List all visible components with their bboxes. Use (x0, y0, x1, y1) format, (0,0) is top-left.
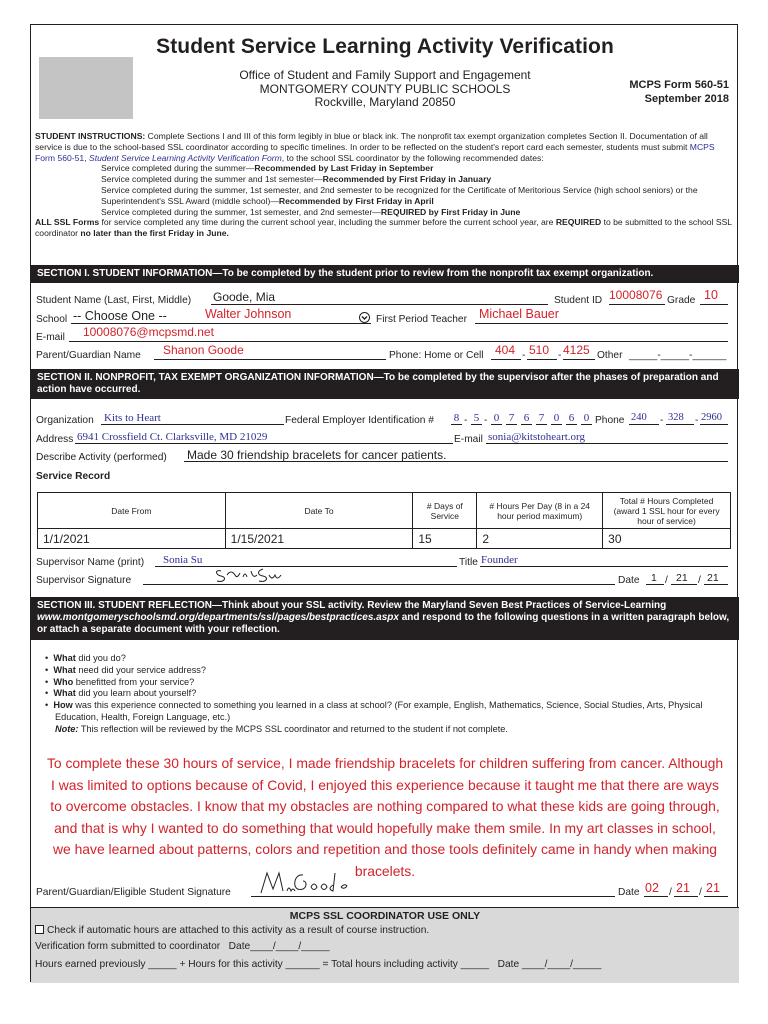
table-cell-date-to[interactable]: 1/15/2021 (225, 529, 413, 549)
school-select[interactable] (71, 307, 371, 324)
student-signature-row (31, 883, 739, 901)
supervisor-signature-field[interactable] (143, 573, 615, 585)
student-date-month[interactable] (644, 881, 668, 897)
student-date-day[interactable] (674, 881, 698, 897)
supervisor-date-year-value: 21 (707, 572, 719, 584)
instruction-item-deadline: Recommended by First Friday in April (278, 195, 434, 206)
table-cell-days[interactable]: 15 (413, 529, 477, 549)
phone-line-field[interactable] (563, 343, 595, 360)
phone-dash: - (660, 415, 664, 426)
hours-previous-field[interactable]: _____ (148, 958, 177, 970)
form-page (30, 24, 738, 982)
office-line-1: Office of Student and Family Support and Engagement (239, 68, 531, 82)
table-cell-date-from[interactable]: 1/1/2021 (38, 529, 226, 549)
student-id-value: 10008076 (609, 288, 663, 302)
verification-date-field[interactable]: ____/____/_____ (250, 941, 330, 952)
question-keyword: What (53, 653, 76, 663)
total-hours-field[interactable]: _____ (460, 958, 490, 970)
table-row (38, 529, 731, 549)
question-text: did you learn about yourself? (75, 688, 197, 699)
instructions-paragraph (35, 131, 735, 163)
instruction-item-deadline: Recommended by First Friday in January (322, 174, 492, 185)
organization-row (31, 413, 739, 429)
other-phone-label: Other (597, 350, 623, 361)
date-slash: / (699, 887, 702, 898)
all-forms-text: for service completed any time during the current school year, including the summer before the current school year, are (99, 217, 556, 228)
organization-field[interactable] (101, 413, 284, 425)
hours-activity-label: + Hours for this activity (179, 958, 283, 970)
phone-prefix-field[interactable] (527, 343, 557, 360)
guardian-row (31, 343, 739, 364)
instruction-item-text: Service completed during the summer, 1st semester, and 2nd semester to be recognized for the Certificate of Meritorious Service (high school seniors) or the Superintendent's SSL Award (middle school)— (101, 184, 698, 206)
automatic-hours-row (31, 924, 739, 938)
form-title: Student Service Learning Activity Verification (156, 35, 614, 58)
student-name-value: Goode, Mia (213, 290, 276, 304)
organization-value: Kits to Heart (104, 412, 161, 424)
table-cell-hours-per-day[interactable]: 2 (477, 529, 603, 549)
coordinator-date-field[interactable]: ____/____/_____ (521, 958, 602, 970)
instruction-item (35, 174, 735, 185)
school-select-value: -- Choose One -- (73, 309, 167, 323)
grade-field[interactable] (700, 288, 728, 305)
date-slash: / (665, 575, 668, 586)
instruction-item (35, 207, 735, 218)
fein-digit: 0 (491, 412, 502, 425)
all-forms-text-2: to be submitted to the school SSL coordinator (35, 217, 732, 239)
org-email-label: E-mail (454, 434, 483, 445)
section-2-subtitle: —To be completed by the supervisor after the phases of preparation and action have occurred. (37, 372, 719, 395)
question-text: was this experience connected to something you learned in a class at school? (For example, English, Mathematics, Science, Social Studies, Arts, Physical Education, Health, Foreign Language, etc.) (55, 700, 703, 722)
form-link[interactable]: MCPS Form 560-51 (35, 141, 715, 163)
question-keyword: How (53, 700, 73, 711)
guardian-value: Shanon Goode (163, 343, 244, 357)
verification-date-label: Date (228, 941, 251, 952)
email-field[interactable] (69, 325, 728, 342)
supervisor-label: Supervisor Name (print) (36, 557, 145, 568)
org-phone-label: Phone (595, 415, 625, 426)
section-1-heading (31, 265, 739, 283)
address-field[interactable] (75, 432, 453, 444)
verification-label: Verification form submitted to coordinator (35, 941, 221, 952)
phone-area-field[interactable] (491, 343, 521, 360)
teacher-value: Michael Bauer (479, 307, 559, 321)
title-value: Founder (481, 554, 518, 566)
supervisor-date-label: Date (618, 575, 640, 586)
fein-digit: 6 (566, 412, 577, 425)
reflection-note (45, 724, 735, 736)
address-value: 6941 Crossfield Ct. Clarksville, MD 21029 (77, 431, 268, 443)
supervisor-date-day-value: 21 (676, 572, 688, 584)
service-record-label: Service Record (36, 471, 111, 482)
question-keyword: What (53, 664, 76, 675)
supervisor-signature-row (31, 573, 739, 589)
org-phone-prefix-value: 328 (668, 412, 684, 423)
section-3-heading (31, 597, 739, 640)
supervisor-signature-image (213, 565, 303, 585)
activity-label: Describe Activity (performed) (36, 452, 167, 463)
fein-dash: - (464, 415, 468, 426)
phone-line-value: 4125 (563, 343, 590, 357)
all-forms-paragraph (35, 217, 735, 239)
supervisor-date-month[interactable] (646, 573, 664, 585)
form-link-separator: , (84, 152, 89, 163)
supervisor-date-year[interactable] (704, 573, 728, 585)
organization-label: Organization (36, 415, 94, 426)
student-id-label: Student ID (554, 295, 603, 306)
supervisor-row (31, 555, 739, 571)
reflection-essay[interactable]: To complete these 30 hours of service, I made friendship bracelets for children suffering from cancer. Although I was limited to options because of Covid, I enjoyed this experience because it taught me that there are ways to overcome obstacles. I know that my obstacles are nothing compared to what these kids are going through, and that is why I wanted to do something that would hopefully make them smile. In my art classes in school, we have learned about patterns, colors and repetition and those tools definitely came in handy when making bracelets. (46, 755, 724, 879)
student-date-label: Date (618, 887, 640, 898)
student-name-row (31, 288, 739, 309)
date-slash: / (698, 575, 701, 586)
office-line-2: MONTGOMERY COUNTY PUBLIC SCHOOLS (259, 81, 511, 96)
fein-digit: 0 (581, 412, 592, 425)
email-row (31, 325, 739, 346)
section-2-heading (31, 369, 739, 399)
note-text: This reflection will be reviewed by the MCPS SSL coordinator and returned to the student if not complete. (78, 723, 508, 734)
org-email-value: sonia@kitstoheart.org (488, 431, 585, 443)
section-3-title: SECTION III. STUDENT REFLECTION (37, 600, 213, 611)
fein-digit: 5 (471, 412, 482, 425)
question-keyword: What (53, 688, 76, 699)
supervisor-date-day[interactable] (671, 573, 697, 585)
note-label: Note: (55, 723, 79, 734)
table-cell-total-hours[interactable]: 30 (603, 529, 731, 549)
org-phone-line-field[interactable] (700, 413, 728, 425)
student-name-field[interactable] (211, 290, 548, 305)
form-date: September 2018 (644, 92, 729, 105)
student-instructions (31, 131, 739, 239)
title-label: Title (459, 557, 478, 568)
office-line-3: Rockville, Maryland 20850 (314, 95, 456, 109)
automatic-hours-checkbox[interactable] (35, 925, 44, 934)
student-signature-field[interactable] (251, 885, 615, 897)
phone-prefix-value: 510 (529, 343, 550, 357)
section-3-subtitle: —Think about your SSL activity. Review the Maryland Seven Best Practices of Service-Learning (212, 600, 667, 611)
phone-label: Phone: Home or Cell (389, 350, 484, 361)
verification-row (31, 938, 739, 956)
total-hours-label: = Total hours including activity (322, 958, 458, 970)
reflection-question: • What did you do? (45, 653, 126, 663)
guardian-label: Parent/Guardian Name (36, 350, 141, 361)
student-id-field[interactable] (609, 288, 665, 305)
required-word: REQUIRED (555, 217, 602, 228)
teacher-label: First Period Teacher (376, 314, 467, 325)
activity-value: Made 30 friendship bracelets for cancer patients. (187, 448, 447, 462)
activity-row (31, 450, 739, 466)
student-date-day-value: 21 (676, 881, 690, 895)
instructions-text: Complete Sections I and III of this form legibly in blue or black ink. The nonprofit tax exempt organization completes Section II. Documentation of all service is due to the school-based SSL coordinator according to specific timelines. In order to be reflected on the student's report card each semester, students must submit (35, 131, 708, 152)
form-number: MCPS Form 560-51 (629, 79, 729, 91)
supervisor-field[interactable] (155, 555, 457, 567)
form-link-title[interactable] (89, 153, 282, 163)
phone-area-value: 404 (495, 343, 516, 357)
reflection-question: • Who benefitted from your service? (45, 676, 195, 687)
table-header-row (38, 493, 731, 529)
hours-previous-label: Hours earned previously (35, 958, 146, 970)
section-2-title: SECTION II. NONPROFIT, TAX EXEMPT ORGANIZATION INFORMATION (37, 372, 374, 383)
hours-activity-field[interactable]: ______ (285, 958, 320, 970)
instruction-item-text: Service completed during the summer, 1st semester, and 2nd semester— (101, 206, 381, 217)
title-field[interactable] (480, 555, 728, 567)
fein-label: Federal Employer Identification # (285, 415, 434, 426)
instruction-item-deadline: REQUIRED by First Friday in June (380, 206, 521, 217)
fein-digit: 8 (451, 412, 462, 425)
org-phone-prefix-field[interactable] (666, 413, 694, 425)
instruction-item (35, 185, 735, 207)
reflection-questions (45, 653, 735, 736)
phone-dash: - (522, 350, 526, 361)
question-text: did you do? (75, 653, 126, 663)
coordinator-title: MCPS SSL COORDINATOR USE ONLY (289, 910, 481, 922)
section-1-subtitle: —To be completed by the student prior to review from the nonprofit tax exempt organization. (212, 268, 654, 279)
form-number-block (629, 79, 729, 106)
student-date-month-value: 02 (645, 881, 659, 895)
phone-dash: - (558, 350, 562, 361)
table-header: Total # Hours Completed (award 1 SSL hour for every hour of service) (603, 493, 731, 529)
chevron-down-icon[interactable] (359, 312, 370, 327)
table-header: # Hours Per Day (8 in a 24 hour period maximum) (477, 493, 603, 529)
all-forms-lead: ALL SSL Forms (35, 217, 100, 228)
fein-digit: 0 (551, 412, 562, 425)
email-value: 10008076@mcpsmd.net (83, 325, 214, 339)
student-date-year[interactable] (704, 881, 728, 897)
reflection-question: • How was this experience connected to something you learned in a class at school? (For example, English, Mathematics, Science, Social Studies, Arts, Physical Education, Health, Foreign Language, etc.) (45, 700, 703, 722)
service-record-table (37, 492, 731, 549)
fein-digit: 6 (521, 412, 532, 425)
instructions-lead: STUDENT INSTRUCTIONS: (35, 131, 146, 141)
reflection-question: • What did you learn about yourself? (45, 688, 197, 699)
org-phone-area-field[interactable] (629, 413, 659, 425)
form-link-title-text: Student Service Learning Activity Verification Form (88, 152, 282, 163)
instruction-item (35, 163, 735, 174)
org-phone-area-value: 240 (631, 412, 647, 423)
org-email-field[interactable] (486, 432, 728, 444)
supervisor-signature-label: Supervisor Signature (36, 575, 132, 586)
instruction-item-text: Service completed during the summer and 1st semester— (101, 174, 323, 185)
student-signature-label: Parent/Guardian/Eligible Student Signature (36, 887, 231, 898)
fein-digit: 7 (506, 412, 517, 425)
student-name-label: Student Name (Last, First, Middle) (36, 295, 192, 306)
reflection-question: • What need did your service address? (45, 664, 207, 675)
final-deadline: no later than the first Friday in June. (80, 228, 229, 239)
student-signature-image (259, 869, 359, 895)
supervisor-value: Sonia Su (163, 554, 203, 566)
section-1-title: SECTION I. STUDENT INFORMATION (37, 268, 213, 279)
activity-field[interactable] (184, 450, 728, 462)
question-text: benefitted from your service? (73, 676, 195, 687)
question-text: need did your service address? (75, 664, 207, 675)
email-label: E-mail (36, 332, 65, 343)
best-practices-link[interactable]: www.montgomeryschoolsmd.org/departments/ssl/pages/bestpractices.aspx (37, 612, 399, 623)
phone-dash: - (695, 415, 699, 426)
coordinator-section (31, 907, 739, 983)
other-phone-field[interactable]: _____-_____-______ (629, 350, 727, 361)
date-slash: / (669, 887, 672, 898)
student-date-year-value: 21 (706, 881, 720, 895)
school-written-value: Walter Johnson (205, 307, 292, 321)
address-label: Address (36, 434, 74, 445)
instructions-tail: , to the school SSL coordinator by the following recommended dates: (281, 152, 544, 163)
guardian-field[interactable] (154, 343, 386, 360)
school-label: School (36, 314, 68, 325)
address-row (31, 432, 739, 448)
hours-row (31, 956, 739, 974)
automatic-hours-label: Check if automatic hours are attached to this activity as a result of course instruction. (47, 925, 430, 936)
instruction-item-deadline: Recommended by Last Friday in September (254, 163, 434, 174)
fein-dash: - (484, 415, 488, 426)
table-header: # Days of Service (413, 493, 477, 529)
fein-digit: 7 (536, 412, 547, 425)
org-phone-line-value: 2960 (701, 412, 722, 423)
grade-label: Grade (667, 295, 696, 306)
instruction-item-text: Service completed during the summer— (101, 163, 255, 174)
supervisor-date-month-value: 1 (651, 572, 657, 584)
teacher-field[interactable] (475, 307, 728, 324)
question-keyword: Who (53, 676, 74, 687)
coordinator-date-label: Date (497, 958, 520, 970)
section-3-tail: and respond to the following questions in a written paragraph below, or attach a separate document with your reflection. (37, 612, 730, 635)
table-header: Date To (225, 493, 413, 529)
grade-value: 10 (704, 288, 718, 302)
table-header: Date From (38, 493, 226, 529)
